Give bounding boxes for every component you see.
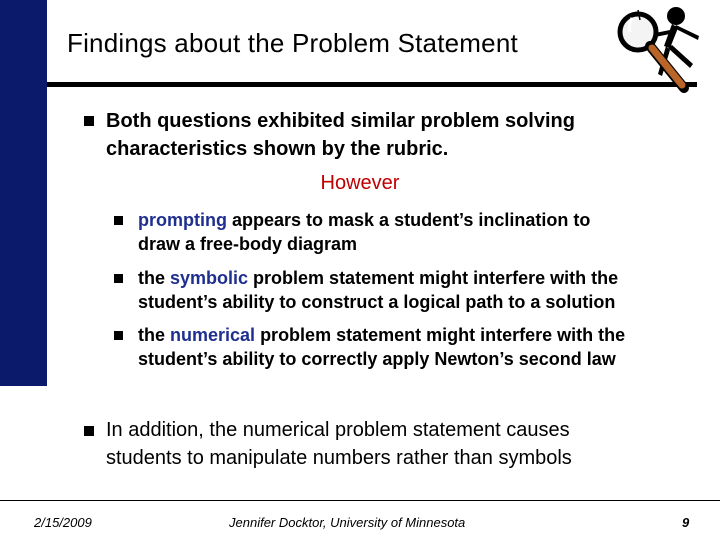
detective-magnifier-icon [598,4,710,100]
highlight-numerical: numerical [170,325,256,345]
footer-date: 2/15/2009 [34,515,92,530]
bullet-1-line-2: characteristics shown by the rubric. [106,138,449,160]
sub-bullet-1 [138,208,698,256]
bullet-2-text [106,416,572,472]
sub-bullet-1-rest: appears to mask a student’s inclination to [226,210,591,230]
sub-bullet-3 [138,323,698,371]
bullet-2-line-1: In addition, the numerical problem statement causes [106,419,570,441]
footer-divider [0,500,720,501]
slide-title: Findings about the Problem Statement [67,28,518,58]
bullet-marker [84,426,94,436]
sub-bullet-2 [138,266,698,314]
sub-bullet-3-line-2: student’s ability to correctly apply Newton’s second law [138,349,616,369]
bullet-1-text [106,107,575,163]
bullet-1-line-1: Both questions exhibited similar problem solving [106,110,575,132]
sub-bullet-3-pre: the [138,325,171,345]
bullet-marker [114,274,123,283]
bullet-marker [114,331,123,340]
bullet-2-line-2: students to manipulate numbers rather than symbols [106,447,572,469]
sub-bullet-1-line-2: draw a free-body diagram [138,234,358,254]
footer-author: Jennifer Docktor, University of Minnesota [229,515,466,530]
however-heading: However [320,172,400,194]
sub-bullet-2-pre: the [138,268,171,288]
highlight-prompting: prompting [138,210,227,230]
highlight-symbolic: symbolic [170,268,249,288]
bullet-marker [84,116,94,126]
bullet-marker [114,216,123,225]
footer-page-number: 9 [682,515,690,530]
sub-bullet-3-rest: problem statement might interfere with the [255,325,626,345]
sub-bullet-2-rest: problem statement might interfere with the [248,268,619,288]
sub-bullet-2-line-2: student’s ability to construct a logical path to a solution [138,292,616,312]
